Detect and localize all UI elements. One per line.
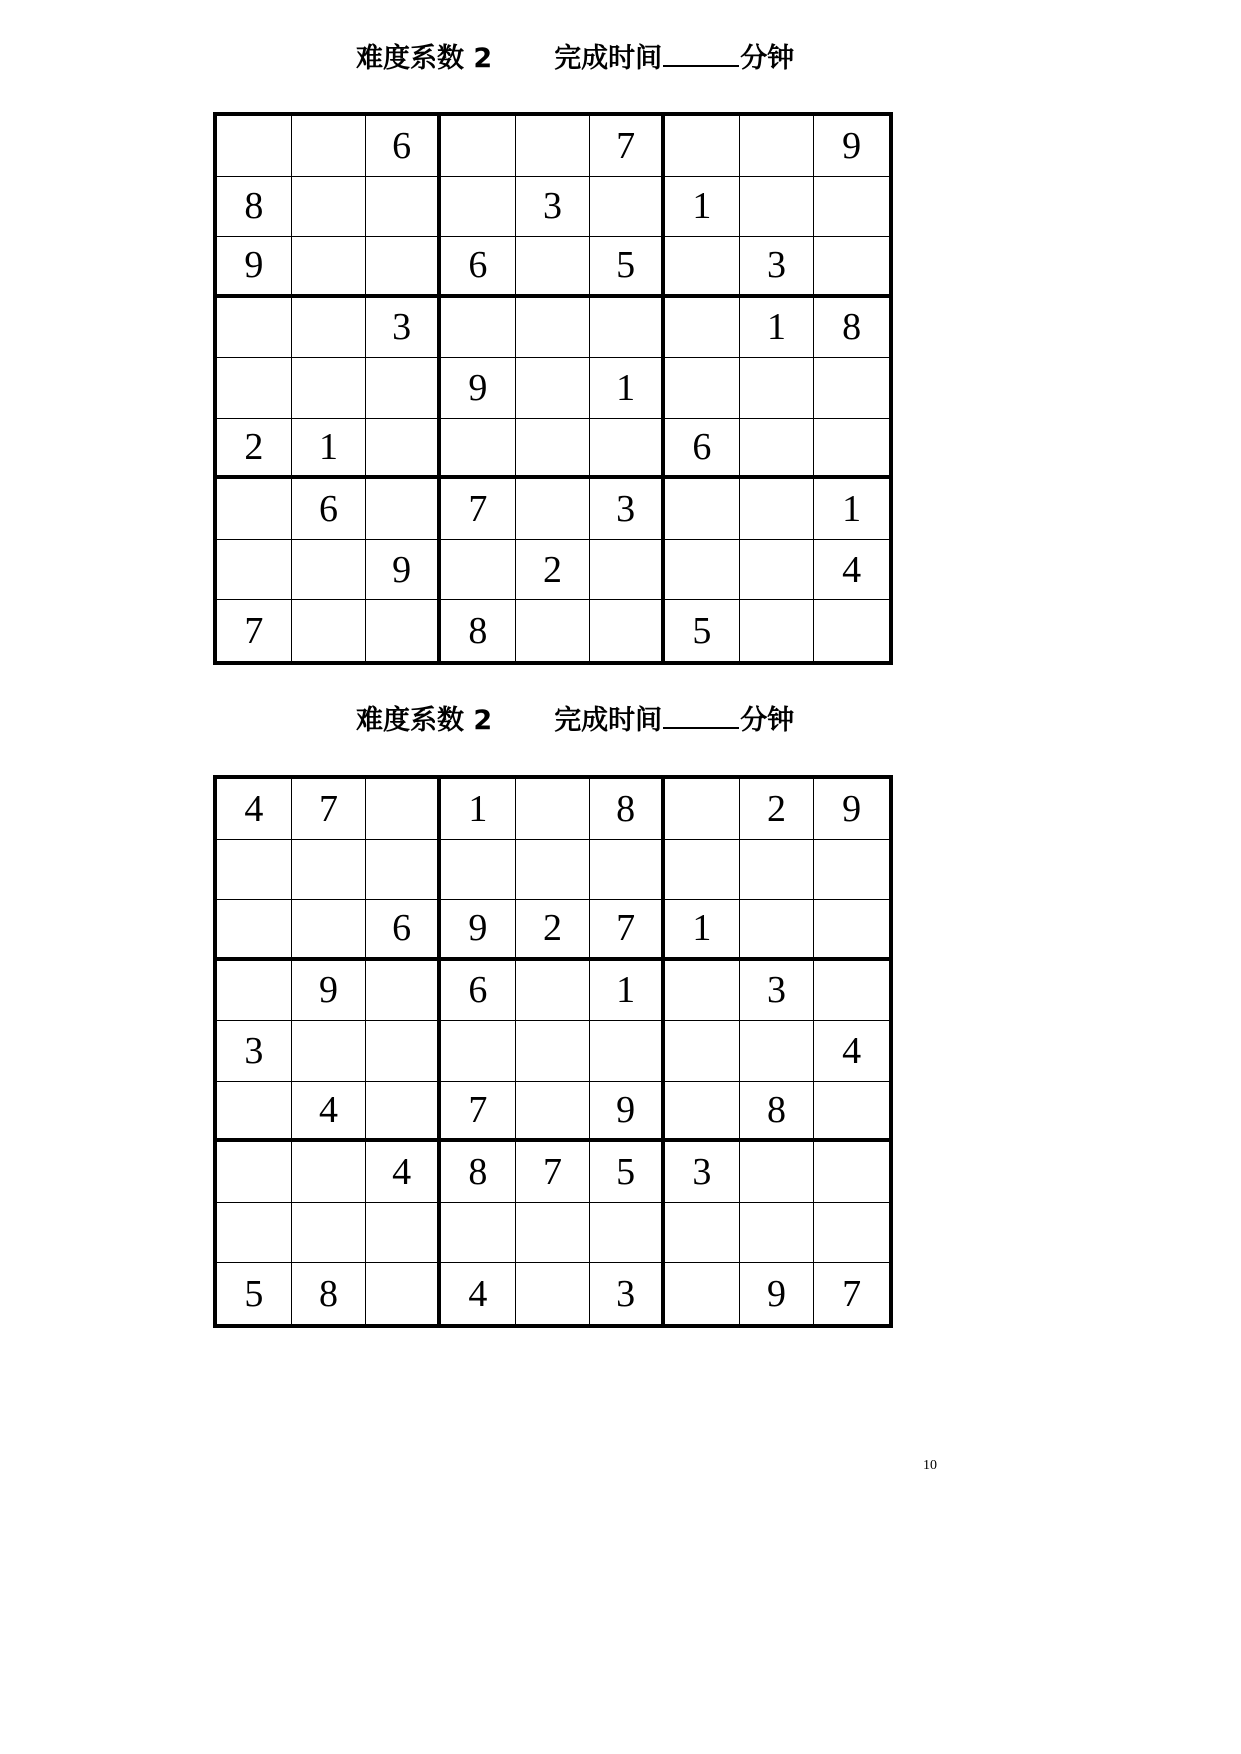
empty-cell[interactable] <box>366 779 441 840</box>
empty-cell[interactable] <box>516 961 591 1022</box>
empty-cell[interactable] <box>217 840 292 901</box>
given-cell: 1 <box>292 419 367 480</box>
empty-cell[interactable] <box>217 540 292 601</box>
given-cell: 3 <box>516 177 591 238</box>
empty-cell[interactable] <box>516 358 591 419</box>
empty-cell[interactable] <box>516 1082 591 1143</box>
given-cell: 1 <box>590 961 665 1022</box>
empty-cell[interactable] <box>292 1203 367 1264</box>
given-cell: 7 <box>590 900 665 961</box>
empty-cell[interactable] <box>665 961 740 1022</box>
empty-cell[interactable] <box>740 900 815 961</box>
difficulty-label: 难度系数 2 <box>356 43 493 74</box>
empty-cell[interactable] <box>740 116 815 177</box>
empty-cell[interactable] <box>217 116 292 177</box>
given-cell: 2 <box>740 779 815 840</box>
given-cell: 3 <box>740 961 815 1022</box>
given-cell: 9 <box>590 1082 665 1143</box>
empty-cell[interactable] <box>366 840 441 901</box>
empty-cell[interactable] <box>441 1203 516 1264</box>
empty-cell[interactable] <box>516 1203 591 1264</box>
empty-cell[interactable] <box>665 479 740 540</box>
empty-cell[interactable] <box>217 298 292 359</box>
difficulty-label: 难度系数 2 <box>356 705 493 736</box>
page-number: 10 <box>923 1458 937 1473</box>
empty-cell[interactable] <box>814 1203 889 1264</box>
minutes-label: 分钟 <box>740 43 795 74</box>
empty-cell[interactable] <box>292 1021 367 1082</box>
empty-cell[interactable] <box>590 600 665 661</box>
given-cell: 1 <box>665 177 740 238</box>
given-cell: 9 <box>814 779 889 840</box>
given-cell: 1 <box>740 298 815 359</box>
empty-cell[interactable] <box>590 177 665 238</box>
given-cell: 8 <box>292 1263 367 1324</box>
empty-cell[interactable] <box>292 1142 367 1203</box>
empty-cell[interactable] <box>292 237 367 298</box>
empty-cell[interactable] <box>516 237 591 298</box>
given-cell: 7 <box>217 600 292 661</box>
empty-cell[interactable] <box>441 840 516 901</box>
empty-cell[interactable] <box>665 298 740 359</box>
empty-cell[interactable] <box>516 779 591 840</box>
empty-cell[interactable] <box>292 116 367 177</box>
given-cell: 5 <box>590 1142 665 1203</box>
empty-cell[interactable] <box>740 1021 815 1082</box>
given-cell: 6 <box>665 419 740 480</box>
empty-cell[interactable] <box>516 1263 591 1324</box>
empty-cell[interactable] <box>590 1203 665 1264</box>
empty-cell[interactable] <box>740 419 815 480</box>
given-cell: 6 <box>366 116 441 177</box>
empty-cell[interactable] <box>366 1203 441 1264</box>
given-cell: 8 <box>814 298 889 359</box>
empty-cell[interactable] <box>740 840 815 901</box>
empty-cell[interactable] <box>366 961 441 1022</box>
empty-cell[interactable] <box>814 358 889 419</box>
empty-cell[interactable] <box>292 600 367 661</box>
empty-cell[interactable] <box>665 1021 740 1082</box>
empty-cell[interactable] <box>665 116 740 177</box>
given-cell: 8 <box>441 600 516 661</box>
empty-cell[interactable] <box>366 600 441 661</box>
empty-cell[interactable] <box>441 177 516 238</box>
puzzle-1-title <box>356 39 816 79</box>
empty-cell[interactable] <box>217 900 292 961</box>
empty-cell[interactable] <box>814 840 889 901</box>
given-cell: 5 <box>217 1263 292 1324</box>
empty-cell[interactable] <box>366 419 441 480</box>
empty-cell[interactable] <box>740 600 815 661</box>
empty-cell[interactable] <box>665 237 740 298</box>
sudoku-grid-2 <box>213 775 893 1328</box>
empty-cell[interactable] <box>366 1263 441 1324</box>
given-cell: 9 <box>441 900 516 961</box>
given-cell: 7 <box>590 116 665 177</box>
given-cell: 3 <box>590 1263 665 1324</box>
empty-cell[interactable] <box>217 1142 292 1203</box>
empty-cell[interactable] <box>366 237 441 298</box>
given-cell: 8 <box>441 1142 516 1203</box>
given-cell: 4 <box>814 1021 889 1082</box>
given-cell: 9 <box>814 116 889 177</box>
empty-cell[interactable] <box>740 540 815 601</box>
given-cell: 5 <box>665 600 740 661</box>
empty-cell[interactable] <box>590 840 665 901</box>
given-cell: 1 <box>814 479 889 540</box>
empty-cell[interactable] <box>740 479 815 540</box>
given-cell: 4 <box>441 1263 516 1324</box>
given-cell: 9 <box>366 540 441 601</box>
empty-cell[interactable] <box>292 900 367 961</box>
empty-cell[interactable] <box>740 358 815 419</box>
empty-cell[interactable] <box>366 177 441 238</box>
empty-cell[interactable] <box>814 961 889 1022</box>
empty-cell[interactable] <box>516 419 591 480</box>
empty-cell[interactable] <box>366 1021 441 1082</box>
given-cell: 6 <box>441 237 516 298</box>
empty-cell[interactable] <box>590 1021 665 1082</box>
given-cell: 2 <box>217 419 292 480</box>
empty-cell[interactable] <box>590 298 665 359</box>
empty-cell[interactable] <box>516 1021 591 1082</box>
given-cell: 3 <box>366 298 441 359</box>
empty-cell[interactable] <box>366 1082 441 1143</box>
given-cell: 1 <box>665 900 740 961</box>
given-cell: 4 <box>217 779 292 840</box>
empty-cell[interactable] <box>665 540 740 601</box>
empty-cell[interactable] <box>217 1082 292 1143</box>
empty-cell[interactable] <box>441 116 516 177</box>
empty-cell[interactable] <box>814 177 889 238</box>
empty-cell[interactable] <box>516 840 591 901</box>
empty-cell[interactable] <box>366 479 441 540</box>
empty-cell[interactable] <box>516 298 591 359</box>
given-cell: 9 <box>217 237 292 298</box>
empty-cell[interactable] <box>441 298 516 359</box>
empty-cell[interactable] <box>441 1021 516 1082</box>
given-cell: 9 <box>292 961 367 1022</box>
given-cell: 2 <box>516 900 591 961</box>
empty-cell[interactable] <box>740 1142 815 1203</box>
empty-cell[interactable] <box>516 600 591 661</box>
empty-cell[interactable] <box>516 479 591 540</box>
given-cell: 7 <box>842 1272 862 1315</box>
empty-cell[interactable] <box>665 1082 740 1143</box>
given-cell: 7 <box>441 479 516 540</box>
minutes-label: 分钟 <box>740 705 795 736</box>
empty-cell[interactable] <box>665 1203 740 1264</box>
given-cell: 8 <box>590 779 665 840</box>
given-cell: 7 <box>441 1082 516 1143</box>
empty-cell[interactable] <box>665 779 740 840</box>
given-cell: 8 <box>217 177 292 238</box>
given-cell: 2 <box>516 540 591 601</box>
empty-cell[interactable] <box>441 540 516 601</box>
empty-cell[interactable] <box>814 600 889 661</box>
time-label: 完成时间 <box>554 43 663 74</box>
empty-cell[interactable] <box>217 1203 292 1264</box>
given-cell: 1 <box>441 779 516 840</box>
empty-cell[interactable] <box>814 900 889 961</box>
empty-cell[interactable] <box>292 540 367 601</box>
empty-cell[interactable] <box>217 358 292 419</box>
sudoku-grid-1 <box>213 112 893 665</box>
empty-cell[interactable] <box>441 419 516 480</box>
given-cell: 5 <box>590 237 665 298</box>
empty-cell[interactable] <box>814 419 889 480</box>
given-cell: 3 <box>590 479 665 540</box>
empty-cell[interactable] <box>516 116 591 177</box>
given-cell: 1 <box>590 358 665 419</box>
given-cell: 6 <box>292 479 367 540</box>
time-blank-line[interactable] <box>663 701 739 729</box>
given-cell: 3 <box>740 237 815 298</box>
given-cell: 8 <box>740 1082 815 1143</box>
empty-cell[interactable] <box>217 961 292 1022</box>
given-cell: 6 <box>366 900 441 961</box>
empty-cell[interactable] <box>292 840 367 901</box>
empty-cell[interactable] <box>665 1263 740 1324</box>
given-cell: 4 <box>366 1142 441 1203</box>
empty-cell[interactable] <box>740 1203 815 1264</box>
given-cell: 9 <box>441 358 516 419</box>
given-cell: 7 <box>292 779 367 840</box>
given-cell: 3 <box>665 1142 740 1203</box>
given-cell: 7 <box>516 1142 591 1203</box>
given-cell: 4 <box>814 540 889 601</box>
empty-cell[interactable] <box>665 358 740 419</box>
empty-cell[interactable] <box>665 840 740 901</box>
empty-cell[interactable] <box>292 177 367 238</box>
empty-cell[interactable] <box>292 298 367 359</box>
empty-cell[interactable] <box>217 479 292 540</box>
empty-cell[interactable] <box>292 358 367 419</box>
empty-cell[interactable] <box>590 419 665 480</box>
empty-cell[interactable] <box>740 177 815 238</box>
empty-cell[interactable] <box>590 540 665 601</box>
puzzle-2-title <box>356 701 816 741</box>
time-label: 完成时间 <box>554 705 663 736</box>
empty-cell[interactable] <box>814 1082 889 1143</box>
given-cell: 3 <box>217 1021 292 1082</box>
time-blank-line[interactable] <box>663 39 739 67</box>
given-cell: 9 <box>740 1263 815 1324</box>
empty-cell[interactable] <box>366 358 441 419</box>
given-cell: 4 <box>292 1082 367 1143</box>
empty-cell[interactable] <box>814 237 889 298</box>
empty-cell[interactable] <box>814 1142 889 1203</box>
given-cell: 6 <box>441 961 516 1022</box>
